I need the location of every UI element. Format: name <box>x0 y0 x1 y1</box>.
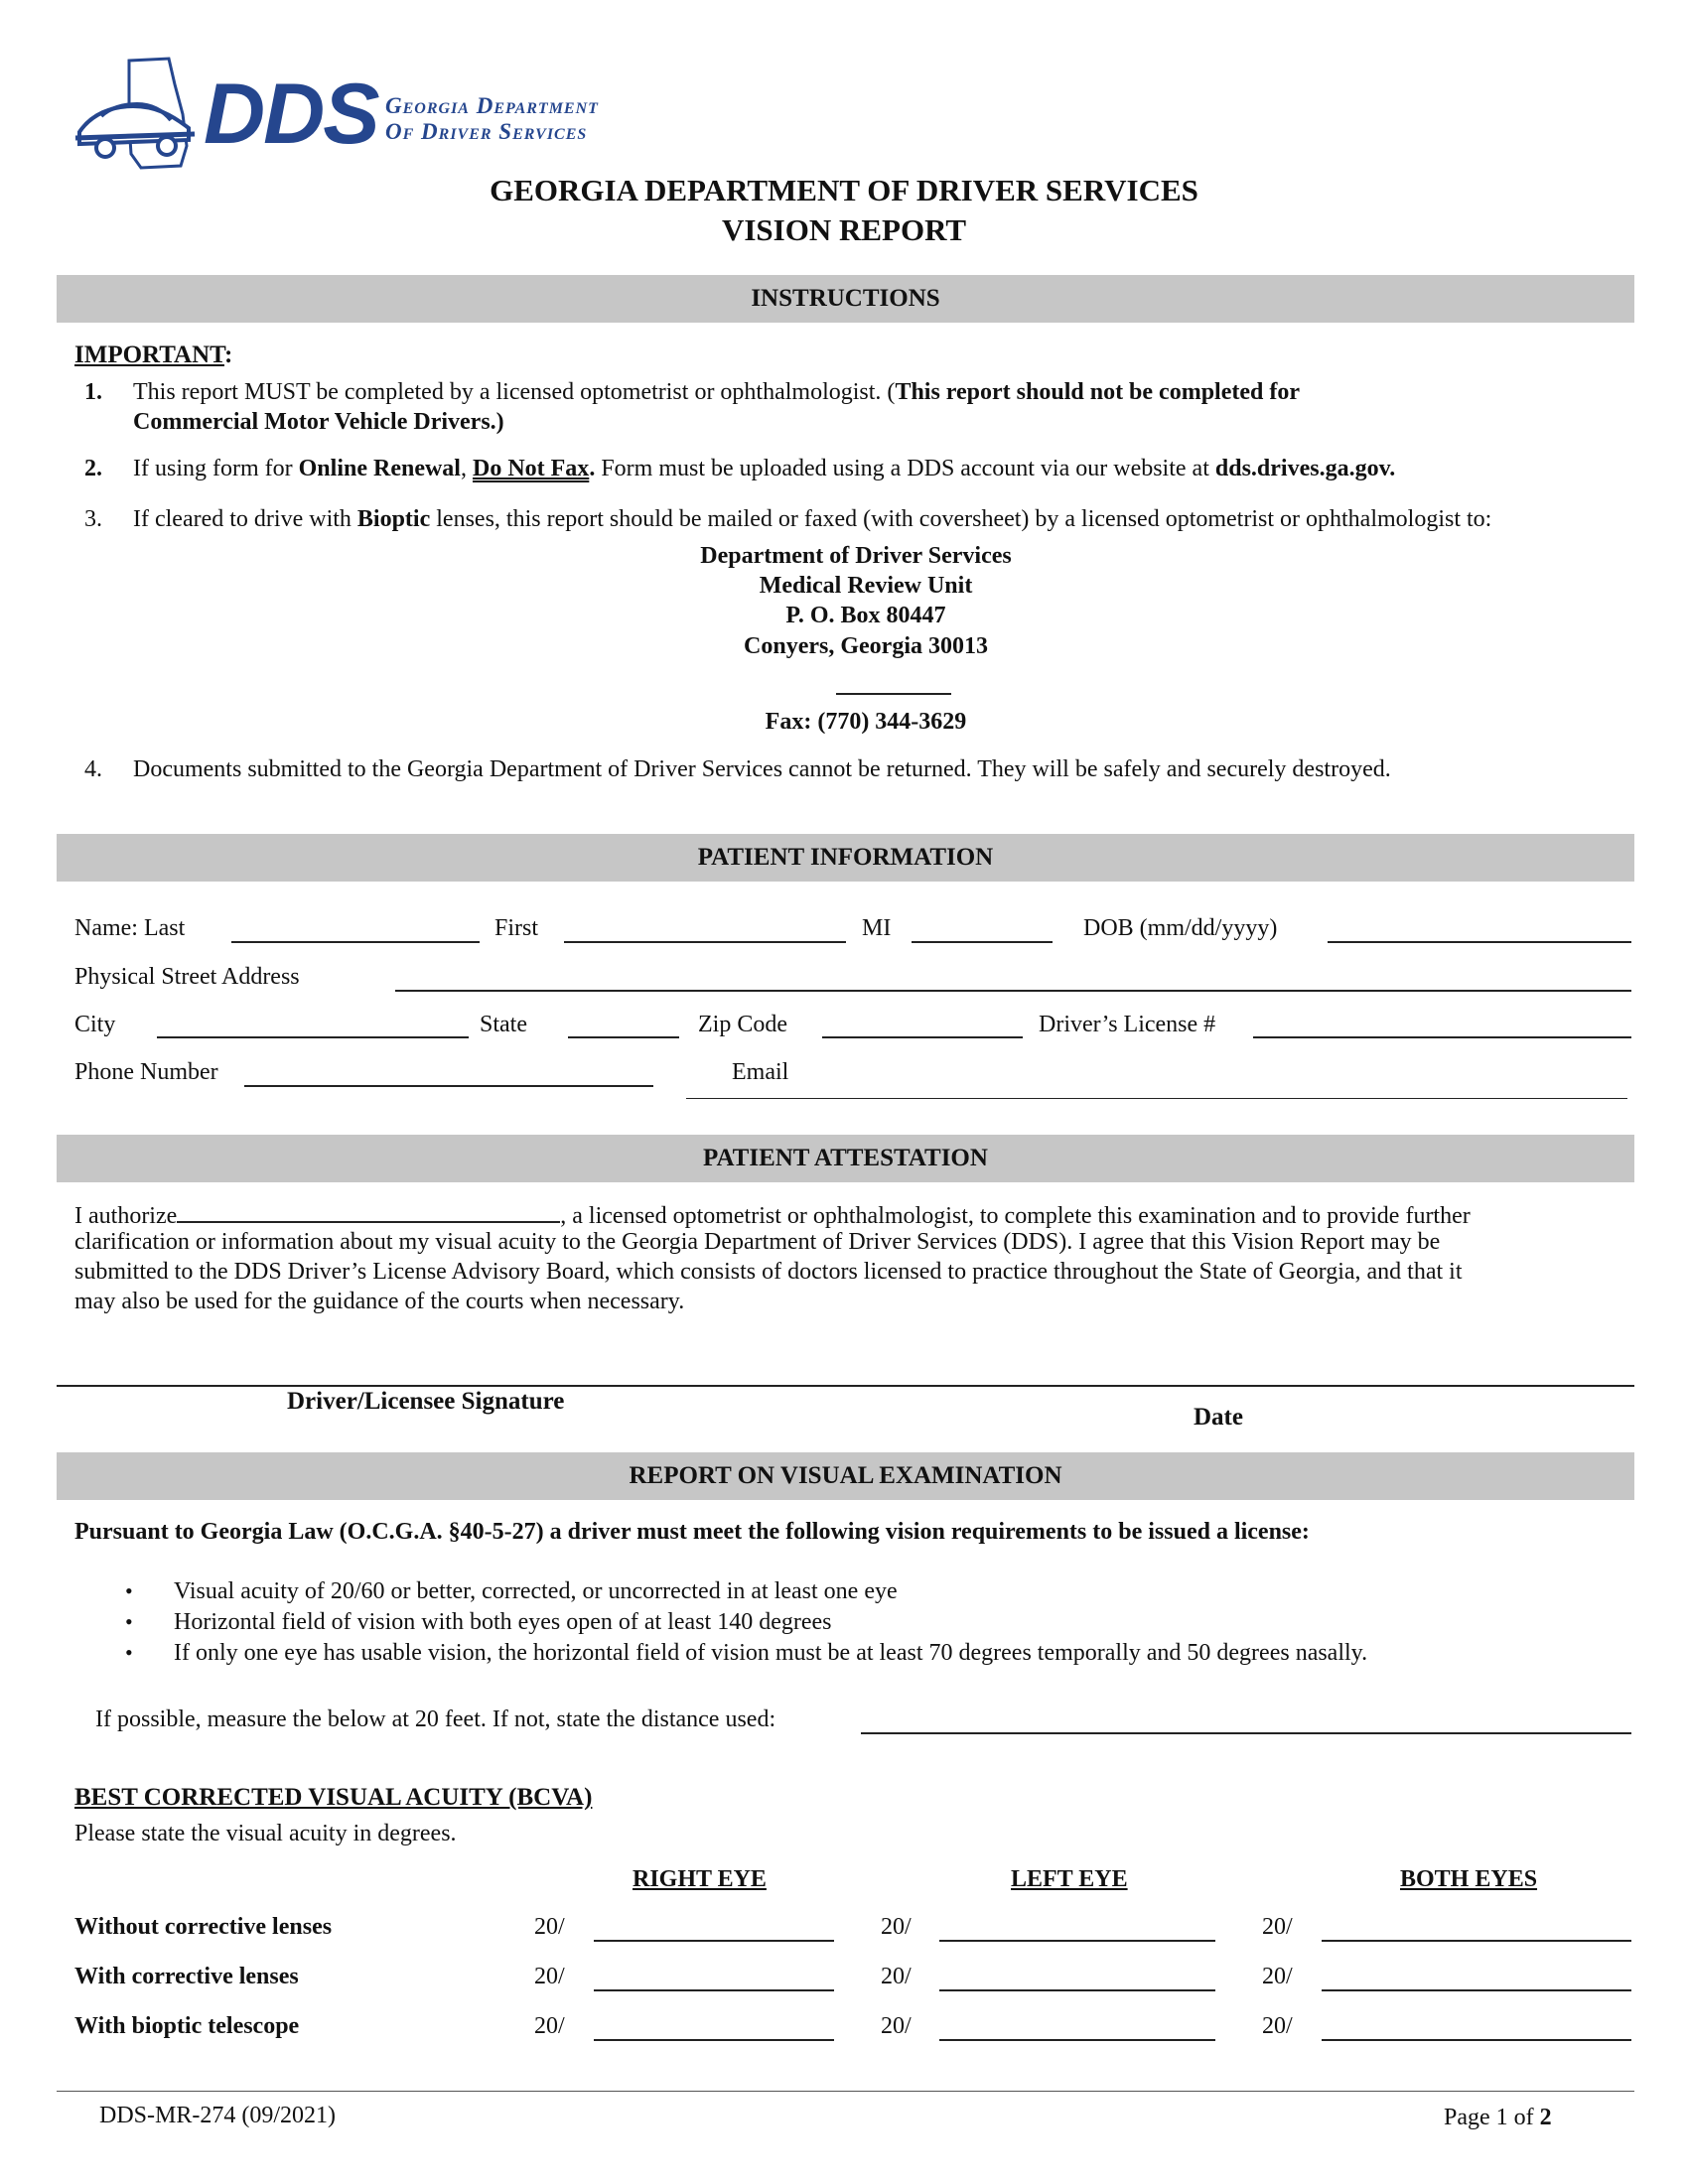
state-label: State <box>480 1012 527 1037</box>
bcva-title: BEST CORRECTED VISUAL ACUITY (BCVA) <box>74 1784 593 1811</box>
attestation-line3: submitted to the DDS Driver’s License Advisory Board, which consists of doctors licensed to practice throughout the State of Georgia, and that it <box>74 1259 1463 1285</box>
attestation-line2: clarification or information about my visual acuity to the Georgia Department of Driver Services (DDS). I agree that this Vision Report may be <box>74 1229 1441 1255</box>
acuity-prefix: 20/ <box>534 1914 565 1940</box>
first-name-field[interactable] <box>564 941 846 943</box>
right-eye-field[interactable] <box>594 2039 834 2041</box>
acuity-prefix: 20/ <box>881 1964 912 1989</box>
address-label: Physical Street Address <box>74 964 300 990</box>
attestation-line4: may also be used for the guidance of the courts when necessary. <box>74 1289 685 1314</box>
right-eye-field[interactable] <box>594 1989 834 1991</box>
instruction-item-1: This report MUST be completed by a licensed optometrist or ophthalmologist. (This report should not be completed for <box>133 379 1301 405</box>
exam-band: REPORT ON VISUAL EXAMINATION <box>57 1452 1634 1500</box>
first-name-label: First <box>494 915 539 941</box>
distance-label: If possible, measure the below at 20 feet. If not, state the distance used: <box>95 1706 776 1732</box>
dob-label: DOB (mm/dd/yyyy) <box>1083 915 1278 941</box>
zip-field[interactable] <box>822 1036 1023 1038</box>
instruction-item-2: If using form for Online Renewal, Do Not Fax. Form must be uploaded using a DDS account via our website at dds.drives.ga.gov. <box>133 456 1396 481</box>
dob-field[interactable] <box>1328 941 1631 943</box>
instruction-item-1-cont: Commercial Motor Vehicle Drivers.) <box>133 409 504 435</box>
logo-mark: DDS <box>204 67 378 162</box>
address-line2: Medical Review Unit <box>759 573 973 599</box>
bcva-subtitle: Please state the visual acuity in degrees. <box>74 1821 457 1846</box>
acuity-prefix: 20/ <box>534 2013 565 2039</box>
acuity-prefix: 20/ <box>881 2013 912 2039</box>
requirement-2: Horizontal field of vision with both eyes open of at least 140 degrees <box>174 1609 832 1635</box>
instruction-item-3: If cleared to drive with Bioptic lenses, this report should be mailed or faxed (with coversheet) by a licensed optometrist or ophthalmologist to: <box>133 506 1492 532</box>
instruction-item-4: Documents submitted to the Georgia Department of Driver Services cannot be returned. They will be safely and securely destroyed. <box>133 756 1391 782</box>
item-number: 4. <box>84 756 102 782</box>
signature-label: Driver/Licensee Signature <box>287 1388 565 1415</box>
fax-number: Fax: (770) 344-3629 <box>765 709 967 735</box>
date-label: Date <box>1194 1404 1243 1431</box>
state-field[interactable] <box>568 1036 679 1038</box>
acuity-prefix: 20/ <box>881 1914 912 1940</box>
address-field[interactable] <box>395 990 1631 992</box>
patient-info-band: PATIENT INFORMATION <box>57 834 1634 882</box>
right-eye-field[interactable] <box>594 1940 834 1942</box>
requirement-3: If only one eye has usable vision, the horizontal field of vision must be at least 70 degrees temporally and 50 degrees nasally. <box>174 1640 1368 1666</box>
zip-label: Zip Code <box>698 1012 787 1037</box>
georgia-car-emblem-icon <box>71 55 201 174</box>
col-right-eye: RIGHT EYE <box>633 1866 767 1892</box>
distance-field[interactable] <box>861 1732 1631 1734</box>
left-eye-field[interactable] <box>939 1989 1215 1991</box>
email-field[interactable] <box>686 1098 1627 1099</box>
attestation-line1: I authorize , a licensed optometrist or ophthalmologist, to complete this examination and to provide further <box>74 1199 1471 1230</box>
col-both-eyes: BOTH EYES <box>1400 1866 1538 1892</box>
email-label: Email <box>732 1059 789 1085</box>
logo-line1: Georgia Department <box>385 93 599 118</box>
acuity-prefix: 20/ <box>1262 2013 1293 2039</box>
license-label: Driver’s License # <box>1039 1012 1216 1037</box>
logo-line2: Of Driver Services <box>385 119 588 144</box>
law-statement: Pursuant to Georgia Law (O.C.G.A. §40-5-27) a driver must meet the following vision requirements to be issued a license: <box>74 1519 1310 1545</box>
license-field[interactable] <box>1253 1036 1631 1038</box>
page-subtitle: VISION REPORT <box>721 212 967 247</box>
left-eye-field[interactable] <box>939 1940 1215 1942</box>
row-label: With corrective lenses <box>74 1964 299 1989</box>
acuity-prefix: 20/ <box>1262 1914 1293 1940</box>
acuity-prefix: 20/ <box>534 1964 565 1989</box>
row-label: Without corrective lenses <box>74 1914 333 1940</box>
requirement-1: Visual acuity of 20/60 or better, corrected, or uncorrected in at least one eye <box>174 1578 898 1604</box>
bullet-icon: • <box>125 1609 133 1634</box>
authorized-doctor-field[interactable] <box>177 1199 560 1223</box>
col-left-eye: LEFT EYE <box>1011 1866 1128 1892</box>
bullet-icon: • <box>125 1640 133 1665</box>
item-number: 2. <box>84 456 102 481</box>
last-name-field[interactable] <box>231 941 480 943</box>
footer-divider <box>57 2091 1634 2092</box>
instructions-band: INSTRUCTIONS <box>57 275 1634 323</box>
important-heading: IMPORTANT: <box>74 341 233 368</box>
address-divider <box>836 693 951 695</box>
city-label: City <box>74 1012 116 1037</box>
address-line3: P. O. Box 80447 <box>785 603 946 628</box>
attestation-band: PATIENT ATTESTATION <box>57 1135 1634 1182</box>
address-line1: Department of Driver Services <box>700 543 1012 569</box>
left-eye-field[interactable] <box>939 2039 1215 2041</box>
last-name-label: Name: Last <box>74 915 186 941</box>
form-id: DDS-MR-274 (09/2021) <box>99 2103 336 2128</box>
both-eyes-field[interactable] <box>1322 1989 1631 1991</box>
mi-label: MI <box>862 915 892 941</box>
mi-field[interactable] <box>912 941 1053 943</box>
address-line4: Conyers, Georgia 30013 <box>744 633 988 659</box>
acuity-prefix: 20/ <box>1262 1964 1293 1989</box>
both-eyes-field[interactable] <box>1322 2039 1631 2041</box>
item-number: 3. <box>84 506 102 532</box>
phone-label: Phone Number <box>74 1059 218 1085</box>
row-label: With bioptic telescope <box>74 2013 300 2039</box>
page-title: GEORGIA DEPARTMENT OF DRIVER SERVICES <box>490 173 1198 207</box>
signature-line[interactable] <box>57 1385 1634 1387</box>
bullet-icon: • <box>125 1578 133 1603</box>
page-number: Page 1 of 2 <box>1444 2105 1552 2130</box>
city-field[interactable] <box>157 1036 469 1038</box>
item-number: 1. <box>84 379 102 405</box>
both-eyes-field[interactable] <box>1322 1940 1631 1942</box>
phone-field[interactable] <box>244 1085 653 1087</box>
